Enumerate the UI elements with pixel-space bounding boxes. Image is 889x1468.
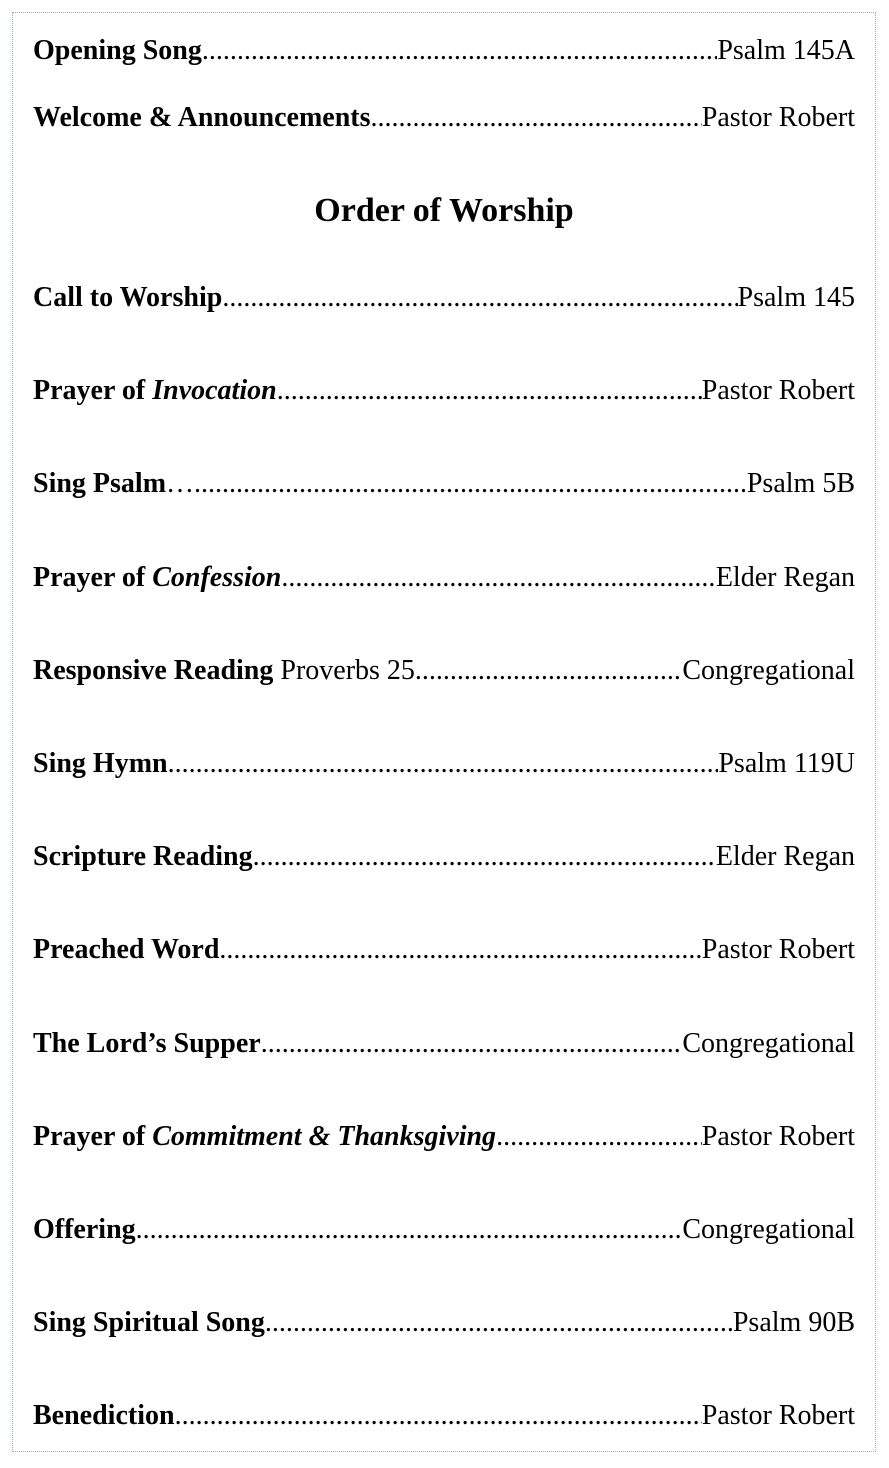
program-row-responsive-reading bbox=[33, 651, 855, 691]
program-item-label: Call to Worship bbox=[33, 282, 223, 313]
program-row-sing-hymn bbox=[33, 744, 855, 784]
program-item-label: Offering bbox=[33, 1214, 136, 1245]
program-row-lords-supper bbox=[33, 1024, 855, 1064]
dot-leader bbox=[496, 1117, 702, 1157]
bulletin-page bbox=[12, 12, 876, 1452]
program-item-leader: Psalm 119U bbox=[718, 748, 855, 779]
program-item-leader: Pastor Robert bbox=[701, 102, 855, 133]
ellipsis-lead: … bbox=[166, 468, 195, 499]
program-item-leader: Psalm 90B bbox=[732, 1307, 855, 1338]
program-item-label: Preached Word bbox=[33, 934, 220, 965]
dot-leader bbox=[202, 31, 717, 71]
program-row-opening-song bbox=[33, 31, 855, 71]
program-item-label: Sing Psalm bbox=[33, 468, 167, 499]
dot-leader bbox=[265, 1303, 733, 1343]
program-item-label: Prayer of Commitment & Thanksgiving bbox=[33, 1121, 497, 1152]
program-item-label: Sing Hymn bbox=[33, 748, 168, 779]
program-row-scripture-reading bbox=[33, 837, 855, 877]
program-item-label: Responsive Reading bbox=[33, 655, 274, 686]
program-item-label: Sing Spiritual Song bbox=[33, 1307, 265, 1338]
program-item-label: Scripture Reading bbox=[33, 841, 253, 872]
dot-leader bbox=[175, 1396, 702, 1436]
program-item-leader: Congregational bbox=[682, 655, 855, 686]
program-item-leader: Psalm 5B bbox=[746, 468, 855, 499]
program-row-commitment bbox=[33, 1117, 855, 1157]
program-row-call-to-worship bbox=[33, 278, 855, 318]
dot-leader bbox=[261, 1024, 683, 1064]
program-item-label: Welcome & Announcements bbox=[33, 102, 371, 133]
dot-leader bbox=[222, 278, 737, 318]
program-row-sing-psalm bbox=[33, 464, 855, 504]
program-row-preached-word bbox=[33, 930, 855, 970]
dot-leader bbox=[415, 651, 682, 691]
program-item-leader: Psalm 145 bbox=[737, 282, 855, 313]
program-item-label: Benediction bbox=[33, 1400, 175, 1431]
program-item-label: Opening Song bbox=[33, 35, 202, 66]
program-item-leader: Psalm 145A bbox=[717, 35, 855, 66]
program-item-leader: Pastor Robert bbox=[701, 934, 855, 965]
dot-leader bbox=[194, 464, 747, 504]
program-row-benediction bbox=[33, 1396, 855, 1436]
program-item-leader: Elder Regan bbox=[715, 562, 855, 593]
dot-leader bbox=[281, 558, 715, 598]
program-item-leader: Congregational bbox=[682, 1214, 855, 1245]
program-item-leader: Pastor Robert bbox=[701, 375, 855, 406]
section-heading: Order of Worship bbox=[314, 192, 574, 229]
dot-leader bbox=[371, 98, 702, 138]
program-row-offering bbox=[33, 1210, 855, 1250]
program-row-welcome bbox=[33, 98, 855, 138]
program-row-spiritual-song bbox=[33, 1303, 855, 1343]
program-item-leader: Pastor Robert bbox=[701, 1400, 855, 1431]
program-item-leader: Pastor Robert bbox=[701, 1121, 855, 1152]
program-item-label: Prayer of Invocation bbox=[33, 375, 277, 406]
dot-leader bbox=[277, 371, 702, 411]
dot-leader bbox=[168, 744, 719, 784]
dot-leader bbox=[136, 1210, 683, 1250]
program-item-leader: Congregational bbox=[682, 1028, 855, 1059]
program-row-confession bbox=[33, 558, 855, 598]
dot-leader bbox=[219, 930, 701, 970]
program-item-leader: Elder Regan bbox=[715, 841, 855, 872]
dot-leader bbox=[253, 837, 716, 877]
reading-reference: Proverbs 25 bbox=[273, 655, 415, 686]
program-item-label: Prayer of Confession bbox=[33, 562, 282, 593]
program-item-label: The Lord’s Supper bbox=[33, 1028, 261, 1059]
program-row-invocation bbox=[33, 371, 855, 411]
